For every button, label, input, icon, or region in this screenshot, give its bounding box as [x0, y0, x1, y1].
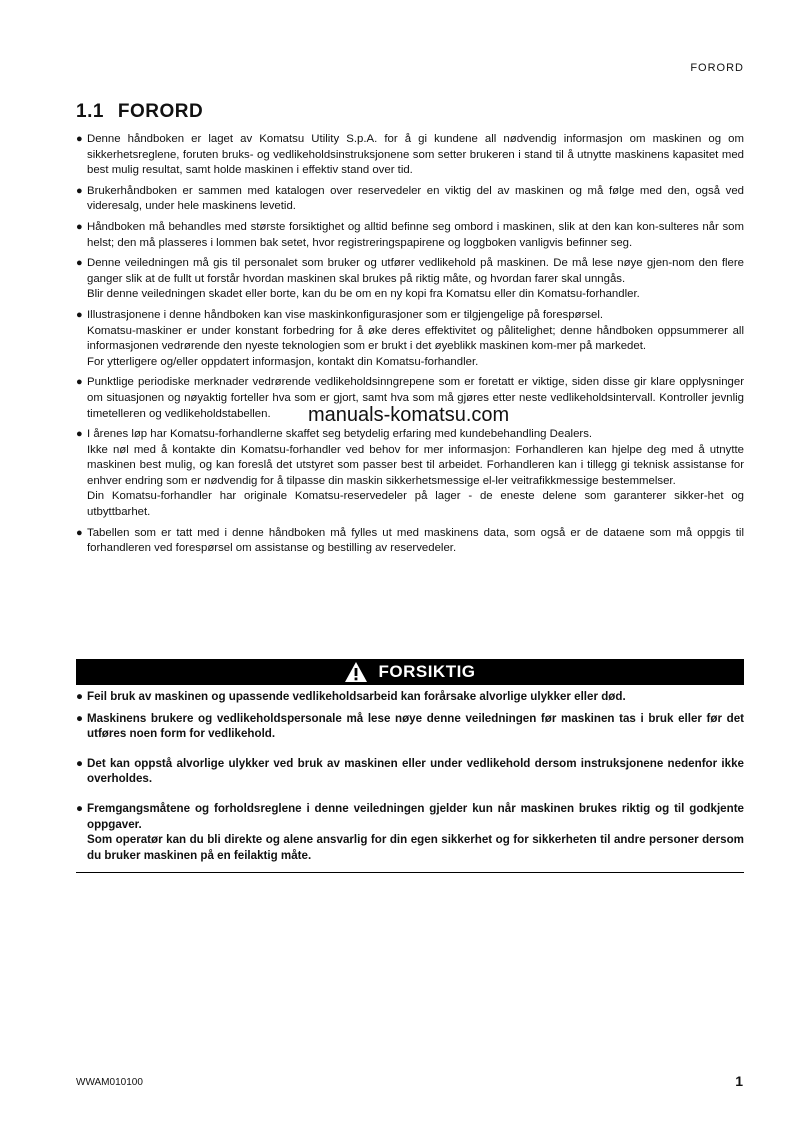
section-divider: [76, 872, 744, 873]
bullet-text: Håndboken må behandles med største forsiktighet og alltid befinne seg ombord i maskinen, slik at den kan kon-sulteres når som helst; den må plasseres i lommen bak setet, hvor registreringspapirene og loggboken vanligvis befinner seg.: [87, 220, 744, 249]
bullet-dot-icon: ●: [76, 257, 83, 270]
bullet-dot-icon: ●: [76, 220, 83, 233]
bullet-dot-icon: ●: [76, 308, 83, 321]
bullet-text: I årenes løp har Komatsu-forhandlerne skaffet seg betydelig erfaring med kundebehandling Dealers.: [87, 428, 593, 441]
caution-banner: [76, 659, 744, 685]
caution-text: Maskinens brukere og vedlikeholdspersonale må lese nøye denne veiledningen før maskinen tas i bruk eller før det utføres noen form for vedlikehold.: [87, 711, 744, 741]
bullet-text: Denne veiledningen må gis til personalet som bruker og utfører vedlikehold på maskinen. De må lese nøye gjen-nom den flere ganger slik at de fullt ut forstår hvordan maskinen skal brukes på riktig måte, og hvordan farer skal unngås.: [87, 257, 744, 285]
foreword-bullet: [76, 308, 744, 370]
bullet-dot-icon: ●: [76, 756, 84, 770]
document-code: WWAM010100: [76, 1077, 143, 1088]
bullet-text: Denne håndboken er laget av Komatsu Utility S.p.A. for å gi kundene all nødvendig informasjon om maskinen og om sikkerhetsreglene, foruten bruks- og vedlikeholdsinstruksjonene som setter brukeren i stand til å utnytte maskinens kapasitet med best mulig resultat, samt holde maskinen i effektiv stand over tid.: [87, 133, 744, 177]
bullet-text: Illustrasjonene i denne håndboken kan vise maskinkonfigurasjoner som er tilgjengelige på forespørsel.: [87, 308, 604, 321]
foreword-bullet: [76, 132, 744, 179]
bullet-text: Din Komatsu-forhandler har originale Komatsu-reservedeler på lager - de eneste delene som garanterer sikker-het og utbyttbarhet.: [87, 490, 744, 519]
bullet-text: Tabellen som er tatt med i denne håndboken må fylles ut med maskinens data, som også er de dataene som må oppgis til forhandleren ved forespørsel om assistanse og bestilling av reservedeler.: [87, 526, 744, 555]
bullet-dot-icon: ●: [76, 801, 84, 815]
foreword-bullet: [76, 256, 744, 303]
foreword-bullet: [76, 220, 744, 251]
bullet-dot-icon: ●: [76, 133, 83, 145]
caution-text: Som operatør kan du bli direkte og alene ansvarlig for din egen sikkerhet og for sikkerheten til andre personer dersom du bruker maskinen på en feilaktig måte.: [87, 833, 744, 862]
section-title: FORORD: [117, 101, 204, 122]
bullet-dot-icon: ●: [76, 526, 83, 539]
caution-title: FORSIKTIG: [378, 662, 476, 681]
caution-item: [76, 711, 744, 742]
caution-item: [76, 689, 744, 705]
foreword-bullet: [76, 184, 744, 215]
foreword-content: [76, 132, 744, 562]
caution-text: Feil bruk av maskinen og upassende vedlikeholdsarbeid kan forårsake alvorlige ulykker eller død.: [87, 690, 626, 703]
bullet-text: Ikke nøl med å kontakte din Komatsu-forhandler ved behov for mer informasjon: Forhandleren kan hjelpe deg med å utnytte maskinen best mulig, og kan foreslå det utstyret som passer best til arbeidet. Forhandleren kan i tillegg gi teknisk assistanse for enhver endring som er nødvendig for å tilpasse din maskin sikkerhetsmessige el-ler veitrafikkmessige bestemmelser.: [87, 443, 744, 487]
page-number: 1: [735, 1073, 743, 1089]
caution-text: Fremgangsmåtene og forholdsreglene i denne veiledningen gjelder kun når maskinen brukes riktig og til godkjente oppgaver.: [87, 801, 744, 831]
foreword-bullet: [76, 427, 744, 521]
warning-triangle-icon: [344, 661, 368, 683]
caution-item: [76, 756, 744, 787]
bullet-dot-icon: ●: [76, 711, 84, 725]
bullet-text: For ytterligere og/eller oppdatert informasjon, kontakt din Komatsu-forhandler.: [87, 355, 479, 368]
foreword-bullet-list: [76, 132, 744, 557]
bullet-text: Punktlige periodiske merknader vedrørende vedlikeholdsinngrepene som er foretatt er viktige, siden disse gir klare opplysninger om situasjonen og nøyaktig forteller hva som er gjort, samt hva som må gjøres etter neste vedlikeholdsintervall. Kontroller jevnlig timetelleren og vedlikeholdstabellen.: [87, 376, 744, 420]
caution-text: Det kan oppstå alvorlige ulykker ved bruk av maskinen eller under vedlikehold dersom instruksjonene nedenfor ikke overholdes.: [87, 756, 744, 786]
bullet-dot-icon: ●: [76, 428, 83, 441]
foreword-bullet: [76, 526, 744, 557]
section-header-label: FORORD: [690, 62, 744, 74]
bullet-dot-icon: ●: [76, 376, 83, 389]
bullet-dot-icon: ●: [76, 690, 84, 703]
bullet-dot-icon: ●: [76, 184, 83, 197]
section-number: 1.1: [76, 101, 104, 122]
bullet-text: Brukerhåndboken er sammen med katalogen over reservedeler en viktig del av maskinen og må følge med den, også ved videresalg, under hele maskinens levetid.: [87, 184, 744, 213]
bullet-text: Komatsu-maskiner er under konstant forbedring for å øke deres effektivitet og pålitelighet; denne håndboken oppsummerer all informasjonen vedrørende den nyeste teknologien som er brukt i det øyeblikk maskinen kom-mer på markedet.: [87, 324, 744, 353]
watermark-link[interactable]: manuals-komatsu.com: [308, 404, 510, 426]
page-title: [76, 101, 203, 123]
bullet-text: Blir denne veiledningen skadet eller borte, kan du be om en ny kopi fra Komatsu eller din Komatsu-forhandler.: [87, 288, 640, 301]
caution-list: [76, 689, 744, 877]
caution-item: [76, 801, 744, 863]
